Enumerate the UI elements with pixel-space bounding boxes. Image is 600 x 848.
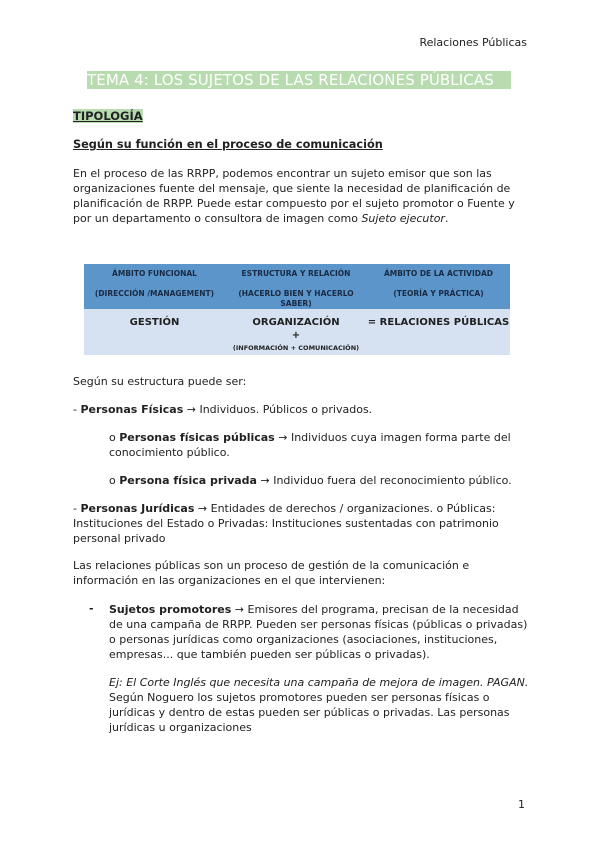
concept-table xyxy=(84,264,510,355)
example-text: Según Noguero los sujetos promotores pueden ser personas físicas o jurídicas y dentro de estas pueden ser públicas o privadas. Las personas jurídicas u organizaciones xyxy=(109,691,510,734)
dash: - xyxy=(73,403,81,416)
list-item-publicas xyxy=(109,430,539,460)
term: Sujetos promotores xyxy=(109,603,232,616)
table-header-cell xyxy=(84,264,225,309)
header-line1: ÁMBITO FUNCIONAL xyxy=(112,269,197,278)
section-heading xyxy=(73,109,143,123)
term: Personas Jurídicas xyxy=(80,502,195,515)
table-row xyxy=(84,309,510,355)
table-header-cell xyxy=(225,264,367,309)
subsection-heading: Según su función en el proceso de comunicación xyxy=(73,138,383,151)
bullet-marker: - xyxy=(89,602,94,615)
intro-emphasis: Sujeto ejecutor xyxy=(361,212,445,225)
dash: - xyxy=(73,502,81,515)
header-line1: ESTRUCTURA Y RELACIÓN xyxy=(241,269,351,278)
table-cell xyxy=(225,309,367,355)
list-item-privada xyxy=(109,473,539,488)
list-item-promotores xyxy=(109,602,529,662)
section-heading-text: TIPOLOGÍA xyxy=(73,109,143,123)
header-line2: (DIRECCIÓN /MANAGEMENT) xyxy=(94,289,215,298)
cell-organizacion: ORGANIZACIÓN xyxy=(252,317,340,328)
definition: → Entidades de derechos / organizaciones. o Públicas: Instituciones del Estado o Privadas: Instituciones sustentadas con patrimonio personal privado xyxy=(73,502,499,545)
page-title: TEMA 4: LOS SUJETOS DE LAS RELACIONES PÚBLICAS xyxy=(87,71,511,89)
list-item-juridicas xyxy=(73,501,533,546)
term: Persona física privada xyxy=(119,474,257,487)
marker: o xyxy=(109,431,120,444)
page-number: 1 xyxy=(518,798,525,811)
cell-info-comunicacion: (INFORMACIÓN + COMUNICACIÓN) xyxy=(232,344,360,352)
list-item-fisicas xyxy=(73,402,533,417)
proceso-paragraph: Las relaciones públicas son un proceso de gestión de la comunicación e información en las organizaciones en el que intervienen: xyxy=(73,559,470,587)
marker: o xyxy=(109,474,120,487)
definition: → Individuos. Públicos o privados. xyxy=(183,403,373,416)
term: Personas Físicas xyxy=(80,403,184,416)
cell-plus: + xyxy=(291,330,301,341)
structure-intro: Según su estructura puede ser: xyxy=(73,375,247,388)
intro-end: . xyxy=(444,212,449,225)
table-cell xyxy=(367,309,510,355)
definition: → Individuo fuera del reconocimiento público. xyxy=(256,474,512,487)
cell-gestion: GESTIÓN xyxy=(129,317,180,328)
running-header: Relaciones Públicas xyxy=(419,36,527,49)
term: Personas físicas públicas xyxy=(119,431,275,444)
header-line2: (HACERLO BIEN Y HACERLO SABER) xyxy=(238,289,354,308)
header-line2: (TEORÍA Y PRÁCTICA) xyxy=(393,289,484,298)
example-italic: Ej: El Corte Inglés que necesita una campaña de mejora de imagen. PAGAN. xyxy=(109,676,529,689)
definition: → Emisores del programa, precisan de la necesidad de una campaña de RRPP. Pueden ser personas físicas (públicas o privadas) o personas jurídicas como organizaciones (asociaciones, instituciones, empresas... que también pueden ser públicas o privadas). xyxy=(109,603,528,661)
definition: → Individuos cuya imagen forma parte del conocimiento público. xyxy=(109,431,511,459)
header-line1: ÁMBITO DE LA ACTIVIDAD xyxy=(383,269,494,278)
table-header-row xyxy=(84,264,510,309)
table-cell xyxy=(84,309,225,355)
intro-text: En el proceso de las RRPP, podemos encontrar un sujeto emisor que son las organizaciones fuente del mensaje, que siente la necesidad de planificación de planificación de RRPP. Puede estar compuesto por el sujeto promotor o Fuente y por un departamento o consultora de imagen como xyxy=(73,167,515,225)
example-paragraph xyxy=(109,675,533,735)
intro-paragraph xyxy=(73,166,533,226)
table-header-cell xyxy=(367,264,510,309)
cell-relaciones-publicas: = RELACIONES PÚBLICAS xyxy=(367,317,510,328)
